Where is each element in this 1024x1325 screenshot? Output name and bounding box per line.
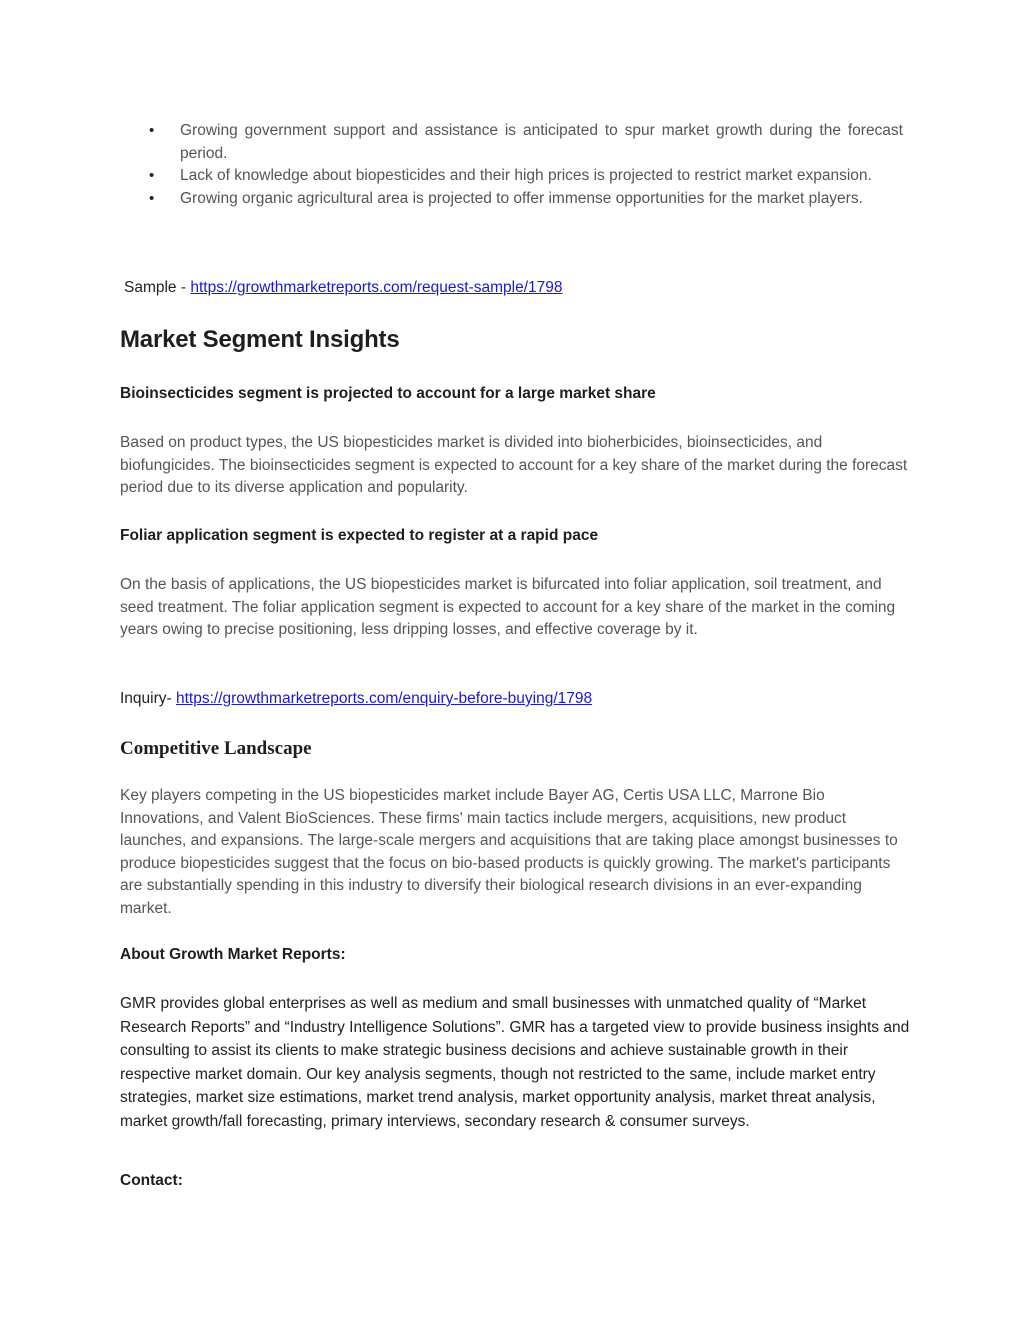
competitive-paragraph: Key players competing in the US biopesticides market include Bayer AG, Certis USA LLC, Marrone Bio Innovations, and Valent BioSciences. These firms' main tactics include mergers, acquisitions, new product launches, and expansions. The large-scale mergers and acquisitions that are taking place amongst businesses to produce biopesticides suggest that the focus on bio-based products is quickly growing. The market's participants are substantially spending in this industry to diversify their biological research divisions in an ever-expanding market.: [120, 787, 898, 917]
inquiry-label: Inquiry-: [120, 690, 176, 707]
competitive-landscape-heading: Competitive Landscape: [120, 738, 312, 759]
bullet-text: Growing organic agricultural area is projected to offer immense opportunities for the market players.: [180, 189, 863, 207]
bullet-text: Growing government support and assistance is anticipated to spur market growth during the forecast period.: [180, 122, 903, 162]
inquiry-link[interactable]: https://growthmarketreports.com/enquiry-before-buying/1798: [176, 690, 593, 707]
bullet-list: [120, 120, 903, 210]
bullet-item: [120, 165, 903, 188]
market-segment-heading: Market Segment Insights: [120, 326, 400, 353]
contact-heading: Contact:: [120, 1172, 183, 1189]
bullet-text: Lack of knowledge about biopesticides and their high prices is projected to restrict market expansion.: [180, 167, 872, 184]
about-heading: About Growth Market Reports:: [120, 946, 346, 963]
foliar-subheading: Foliar application segment is expected to register at a rapid pace: [120, 527, 599, 544]
applications-paragraph: On the basis of applications, the US biopesticides market is bifurcated into foliar application, soil treatment, and seed treatment. The foliar application segment is expected to account for a key share of the market in the coming years owing to precise positioning, less dripping losses, and effective coverage by it.: [120, 576, 896, 639]
about-paragraph: GMR provides global enterprises as well as medium and small businesses with unmatched quality of “Market Research Reports” and “Industry Intelligence Solutions”. GMR has a targeted view to provide business insights and consulting to assist its clients to make strategic business decisions and achieve sustainable growth in their respective market domain. Our key analysis segments, though not restricted to the same, include market entry strategies, market size estimations, market trend analysis, market opportunity analysis, market threat analysis, market growth/fall forecasting, primary interviews, secondary research & consumer surveys.: [120, 995, 910, 1130]
bullet-icon: •: [149, 122, 155, 139]
bullet-icon: •: [149, 167, 155, 184]
bullet-item: [120, 120, 903, 165]
inquiry-line: [120, 690, 592, 708]
sample-line: [124, 279, 563, 297]
bullet-icon: •: [149, 189, 155, 207]
bioinsecticides-subheading: Bioinsecticides segment is projected to account for a large market share: [120, 385, 656, 402]
bullet-item: [120, 188, 903, 211]
sample-label: Sample -: [124, 279, 191, 296]
product-types-paragraph: Based on product types, the US biopesticides market is divided into bioherbicides, bioinsecticides, and biofungicides. The bioinsecticides segment is expected to account for a key share of the market during the forecast period due to its diverse application and popularity.: [120, 434, 908, 497]
sample-link[interactable]: https://growthmarketreports.com/request-sample/1798: [190, 279, 563, 296]
